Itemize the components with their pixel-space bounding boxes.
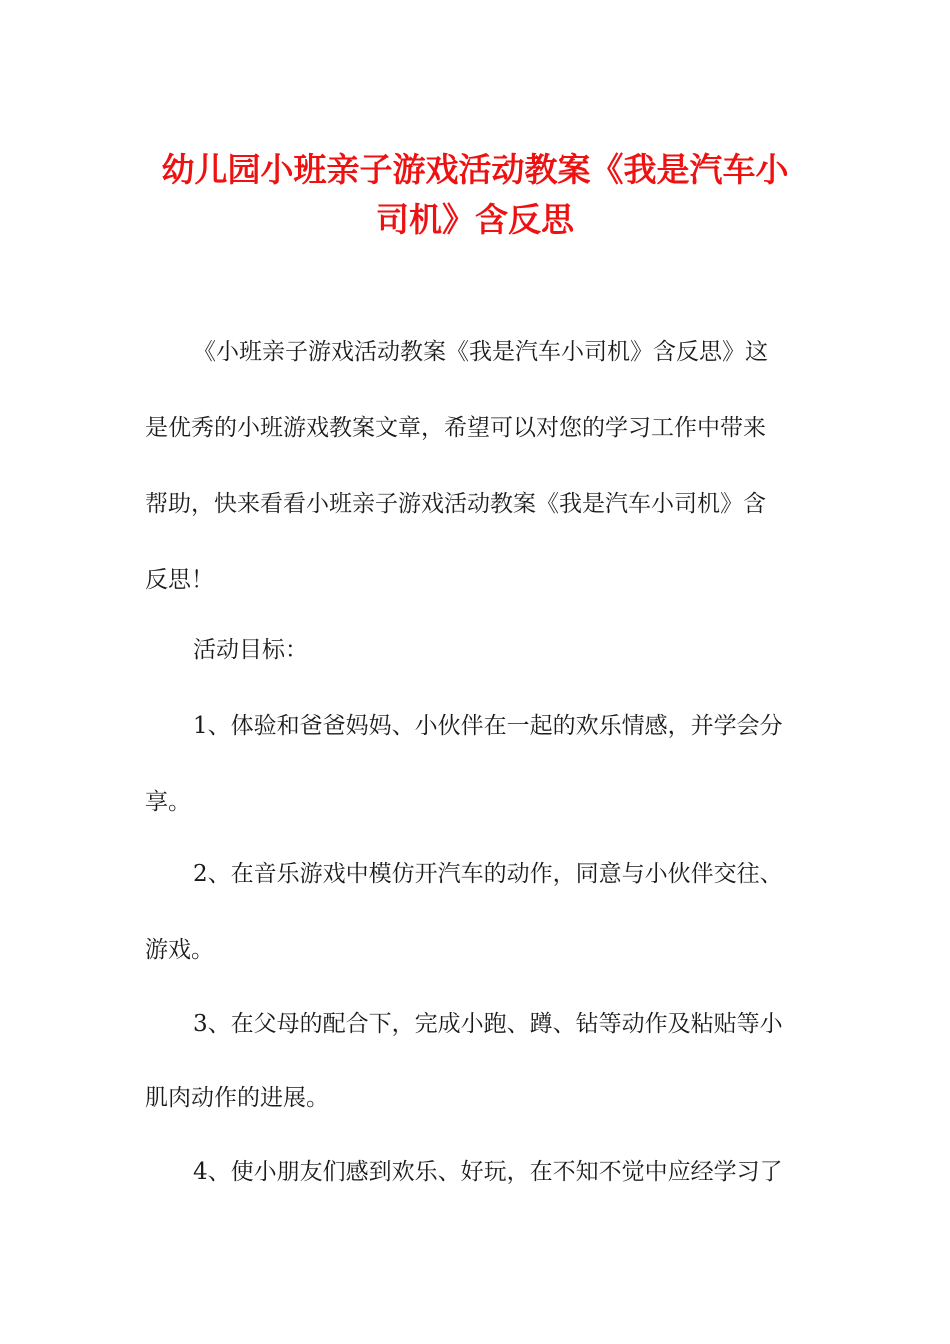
objective-2-line-1: 2、在音乐游戏中模仿开汽车的动作，同意与小伙伴交往、 (193, 861, 783, 887)
intro-paragraph-line-4: 反思！ (145, 567, 214, 593)
intro-paragraph-line-3: 帮助，快来看看小班亲子游戏活动教案《我是汽车小司机》含 (145, 491, 766, 517)
objective-3-line-1: 3、在父母的配合下，完成小跑、蹲、钻等动作及粘贴等小 (193, 1011, 783, 1037)
document-title-line-2: 司机》含反思 (376, 200, 574, 239)
objective-4-line-1: 4、使小朋友们感到欢乐、好玩，在不知不觉中应经学习了 (193, 1159, 783, 1185)
document-title-line-1: 幼儿园小班亲子游戏活动教案《我是汽车小 (161, 150, 789, 189)
objective-1-line-2: 享。 (145, 789, 191, 815)
section-heading-objectives: 活动目标： (193, 637, 308, 663)
intro-paragraph-line-1: 《小班亲子游戏活动教案《我是汽车小司机》含反思》这 (193, 339, 768, 365)
objective-2-line-2: 游戏。 (145, 937, 214, 963)
intro-paragraph-line-2: 是优秀的小班游戏教案文章，希望可以对您的学习工作中带来 (145, 415, 766, 441)
objective-1-line-1: 1、体验和爸爸妈妈、小伙伴在一起的欢乐情感，并学会分 (193, 713, 783, 739)
objective-3-line-2: 肌肉动作的进展。 (145, 1085, 329, 1111)
